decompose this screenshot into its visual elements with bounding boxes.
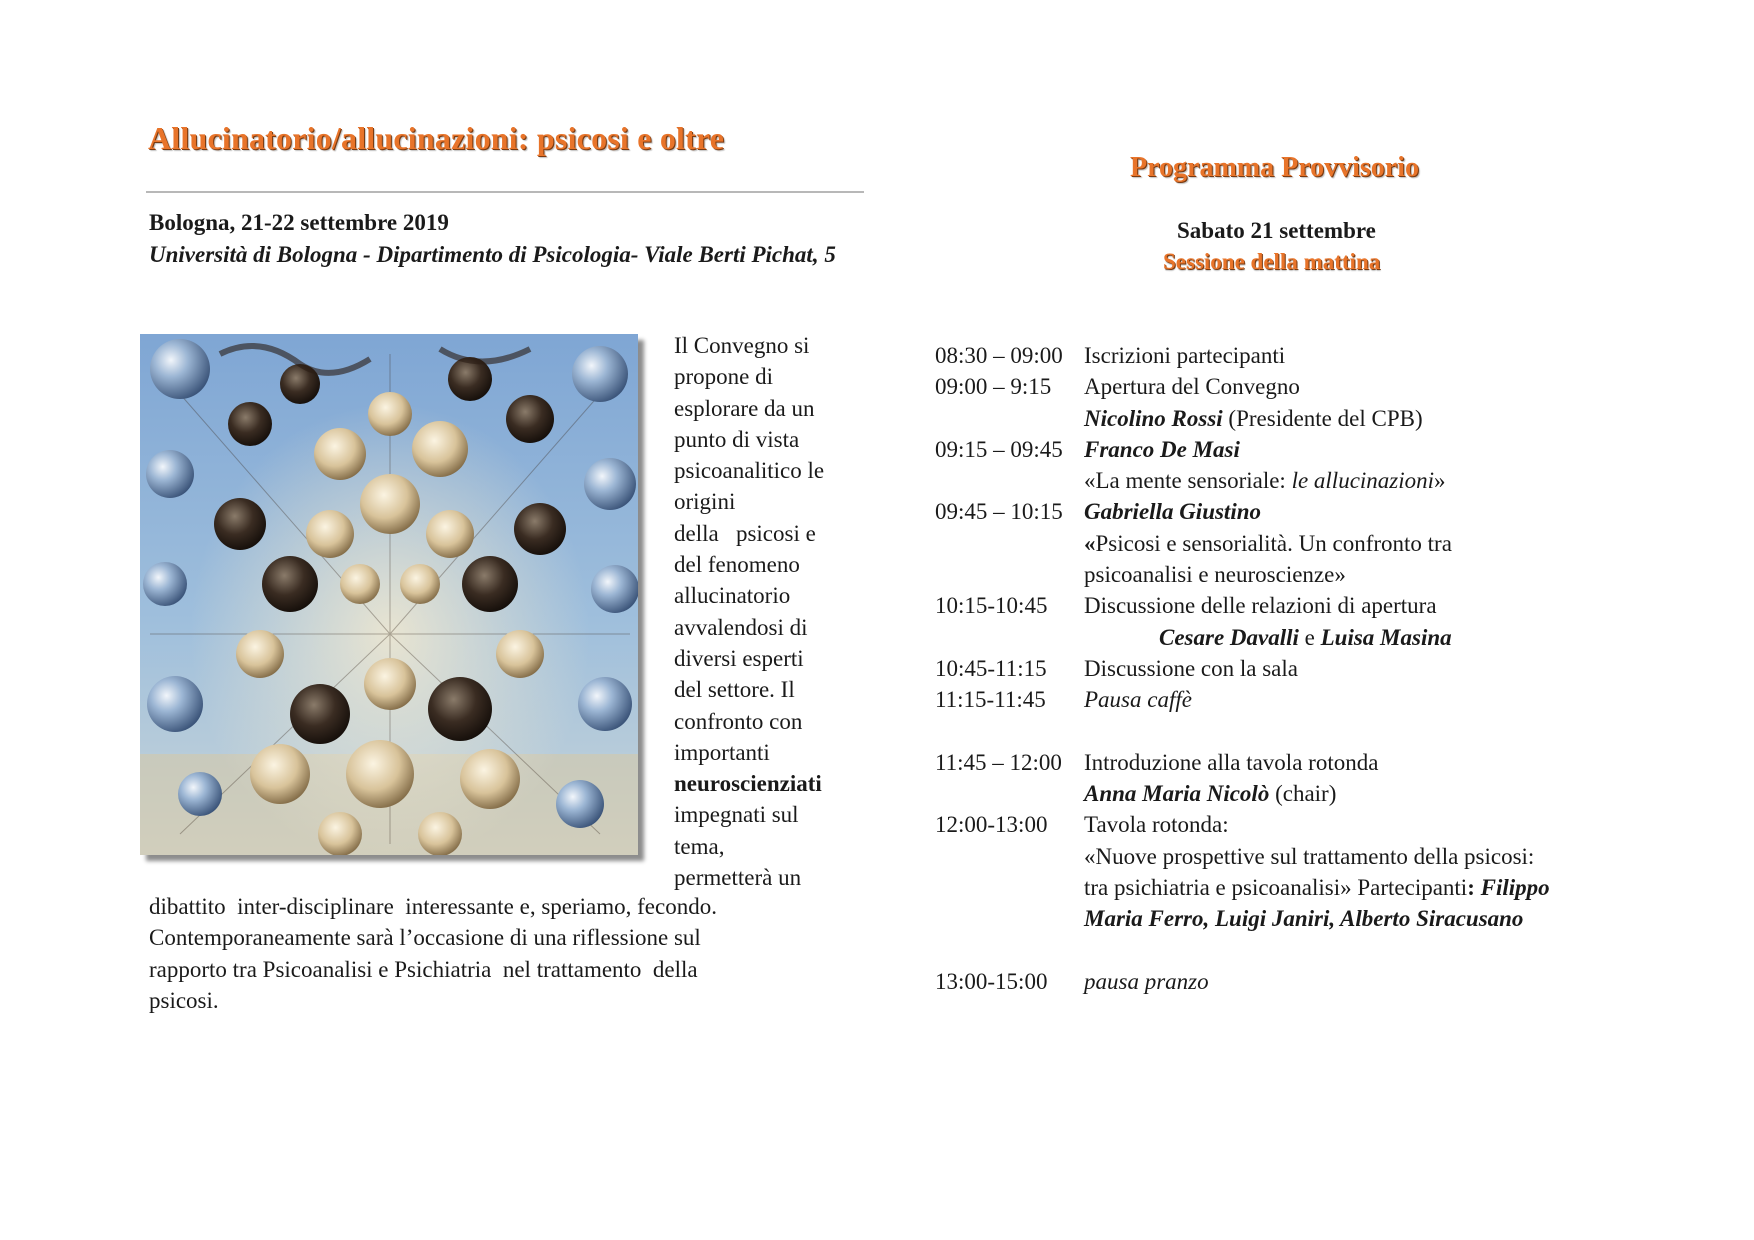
intro-line: Il Convegno si — [674, 333, 810, 358]
roundtable-participants — [1084, 872, 1655, 903]
talk-title-italic: le allucinazioni — [1291, 468, 1435, 494]
schedule-row — [935, 747, 1655, 810]
schedule-time: 11:45 – 12:00 — [935, 749, 1062, 775]
intro-paragraph-wrap — [674, 330, 874, 893]
roundtable-text: tra psichiatria e psicoanalisi» Partecipanti — [1084, 875, 1468, 901]
speaker-name: Nicolino Rossi — [1084, 405, 1223, 431]
intro-line: confronto con — [674, 708, 803, 734]
event-venue: Università di Bologna - Dipartimento di Psicologia- Viale Berti Pichat, 5 — [149, 242, 836, 267]
participant-names: Maria Ferro, Luigi Janiri, Alberto Siracusano — [1084, 906, 1524, 932]
chair-line — [1084, 778, 1655, 809]
program-title: Programma Provvisorio — [1130, 152, 1420, 183]
schedule-time: 10:45-11:15 — [935, 655, 1047, 681]
schedule-item-title: Discussione delle relazioni di apertura — [1084, 593, 1437, 619]
schedule-item — [1084, 590, 1655, 653]
session-heading: Sessione della mattina — [1163, 249, 1381, 274]
conjunction: e — [1298, 624, 1321, 650]
schedule-item: Iscrizioni partecipanti — [1084, 343, 1286, 368]
schedule-item — [1084, 809, 1655, 934]
discussants-line — [1084, 622, 1655, 653]
schedule-item: pausa pranzo — [1084, 968, 1209, 994]
chair-role: (chair) — [1269, 781, 1337, 807]
surreal-painting-image — [140, 334, 638, 855]
schedule-time: 11:15-11:45 — [935, 687, 1046, 713]
schedule-item — [1084, 747, 1655, 810]
participant-names: Filippo — [1474, 875, 1550, 901]
intro-line: dibattito inter-disciplinare interessante e, speriamo, fecondo. — [149, 894, 717, 919]
schedule-time: 13:00-15:00 — [935, 968, 1048, 994]
schedule-item — [1084, 371, 1655, 434]
intro-line: importanti — [674, 739, 770, 765]
schedule-row — [935, 590, 1655, 653]
schedule-item — [1084, 496, 1655, 590]
schedule-item: Discussione con la sala — [1084, 655, 1298, 681]
intro-line: esplorare da un — [674, 395, 815, 421]
intro-line: punto di vista — [674, 426, 800, 452]
intro-line: Contemporaneamente sarà l’occasione di una riflessione sul — [149, 925, 701, 951]
schedule-row — [935, 653, 1655, 684]
talk-title-close: » — [1434, 468, 1446, 494]
schedule-time: 09:15 – 09:45 — [935, 436, 1063, 462]
schedule-row — [935, 434, 1655, 497]
discussant-name: Cesare Davalli — [1159, 624, 1299, 650]
schedule-spacer — [935, 935, 1655, 966]
schedule-row — [935, 809, 1655, 934]
schedule-time: 09:45 – 10:15 — [935, 499, 1063, 525]
event-title: Allucinatorio/allucinazioni: psicosi e oltre — [148, 120, 725, 156]
talk-title — [1084, 528, 1655, 559]
schedule-row — [935, 966, 1655, 997]
discussant-name: Luisa Masina — [1320, 624, 1452, 650]
intro-line: psicoanalitico le — [674, 458, 825, 484]
intro-line: diversi esperti — [674, 645, 804, 671]
schedule-row — [935, 371, 1655, 434]
colon: : — [1467, 875, 1475, 901]
chair-name: Anna Maria Nicolò — [1084, 781, 1270, 807]
intro-paragraph-continuation — [149, 891, 869, 1016]
schedule-row — [935, 496, 1655, 590]
roundtable-title: «Nuove prospettive sul trattamento della psicosi: — [1084, 843, 1535, 869]
talk-title — [1084, 465, 1655, 496]
schedule-item: Pausa caffè — [1084, 687, 1192, 713]
talk-title-quote: « — [1084, 530, 1096, 556]
schedule-row — [935, 340, 1655, 371]
intro-line: rapporto tra Psicoanalisi e Psichiatria nel trattamento della — [149, 956, 698, 982]
intro-line: origini — [674, 489, 736, 515]
talk-title-text: psicoanalisi e neuroscienze» — [1084, 562, 1346, 588]
intro-line: psicosi. — [149, 987, 219, 1013]
schedule-time: 12:00-13:00 — [935, 812, 1048, 838]
talk-title-text: Psicosi e sensorialità. Un confronto tra — [1095, 530, 1452, 556]
schedule-item-title: Introduzione alla tavola rotonda — [1084, 749, 1379, 775]
schedule-spacer — [935, 716, 1655, 747]
schedule-time: 10:15-10:45 — [935, 593, 1048, 619]
speaker-name: Gabriella Giustino — [1084, 499, 1262, 525]
talk-title-text: «La mente sensoriale: — [1084, 468, 1292, 494]
intro-line: del settore. Il — [674, 677, 795, 703]
speaker-role: (Presidente del CPB) — [1222, 405, 1423, 431]
intro-line: del fenomeno — [674, 552, 800, 578]
intro-line: permetterà un — [674, 865, 802, 891]
program-day: Sabato 21 settembre — [1177, 218, 1376, 243]
schedule-time: 09:00 – 9:15 — [935, 374, 1052, 400]
event-date: Bologna, 21-22 settembre 2019 — [149, 210, 449, 235]
schedule-item-title: Tavola rotonda: — [1084, 812, 1229, 838]
schedule-item-title: Apertura del Convegno — [1084, 374, 1300, 400]
intro-line: tema, — [674, 833, 725, 859]
intro-line: impegnati sul — [674, 802, 799, 828]
intro-line: allucinatorio — [674, 583, 791, 609]
schedule-time: 08:30 – 09:00 — [935, 343, 1063, 368]
speaker-line — [1084, 403, 1655, 434]
schedule-row — [935, 684, 1655, 715]
program-schedule — [935, 340, 1655, 997]
intro-line: della psicosi e — [674, 520, 816, 546]
intro-bold-word — [674, 768, 874, 799]
neuroscienziati-emphasis: neuroscienziati — [674, 771, 822, 797]
intro-line: avvalendosi di — [674, 614, 808, 640]
speaker-name: Franco De Masi — [1084, 436, 1240, 462]
schedule-item — [1084, 434, 1655, 497]
title-divider — [146, 191, 864, 193]
intro-line: propone di — [674, 364, 774, 390]
